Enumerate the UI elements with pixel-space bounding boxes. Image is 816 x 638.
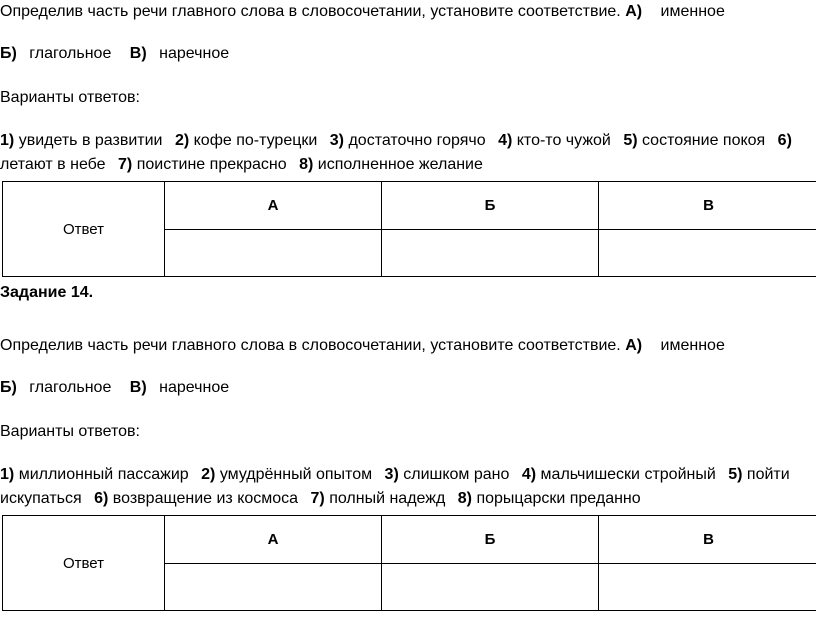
answer-text: возвращение из космоса [112, 490, 299, 507]
option-a-label: А) [625, 3, 643, 20]
answer-text: умудрённый опытом [219, 466, 373, 483]
task-intro-line [0, 2, 725, 22]
answer-table [2, 181, 816, 277]
answer-cell-b[interactable] [382, 564, 599, 611]
option-a-text: именное [660, 3, 725, 20]
table-header-b: Б [382, 516, 599, 564]
answer-num: 1) [0, 466, 15, 483]
answers-line-1 [0, 465, 790, 485]
answer-table [2, 515, 816, 611]
variants-heading: Варианты ответов: [0, 89, 140, 106]
option-v-text: наречное [159, 379, 230, 396]
answer-text: миллионный пассажир [18, 466, 189, 483]
options-line [0, 378, 229, 398]
answer-cell-v[interactable] [599, 230, 816, 277]
table-header-a: А [165, 182, 382, 230]
table-header-v: В [599, 182, 816, 230]
answer-num: 5) [623, 132, 638, 149]
answer-num: 8) [299, 156, 314, 173]
option-v-text: наречное [159, 45, 230, 62]
answer-num: 3) [329, 132, 345, 149]
variants-heading: Варианты ответов: [0, 423, 140, 440]
option-b-text: глагольное [29, 379, 112, 396]
answer-text: слишком рано [403, 466, 510, 483]
answer-text: мальчишески стройный [540, 466, 716, 483]
task-intro: Определив часть речи главного слова в словосочетании, установите соответствие. [0, 3, 621, 20]
answer-text: полный надежд [329, 490, 446, 507]
answer-text: искупаться [0, 490, 82, 507]
option-v-label: В) [129, 379, 147, 396]
answer-text: поистине прекрасно [136, 156, 287, 173]
answer-text: порыцарски преданно [476, 490, 641, 507]
option-a-text: именное [660, 337, 725, 354]
answer-num: 5) [728, 466, 743, 483]
answer-cell-a[interactable] [165, 564, 382, 611]
answer-num: 7) [118, 156, 133, 173]
option-v-label: В) [129, 45, 147, 62]
option-b-text: глагольное [29, 45, 112, 62]
answers-line-1 [0, 131, 792, 151]
answer-text: кто-то чужой [516, 132, 611, 149]
answer-num: 6) [777, 132, 792, 149]
table-header-b: Б [382, 182, 599, 230]
answer-num: 1) [0, 132, 15, 149]
answer-num: 7) [310, 490, 325, 507]
answer-num: 4) [521, 466, 537, 483]
answer-num: 2) [174, 132, 190, 149]
table-header-a: А [165, 516, 382, 564]
answer-text: кофе по-турецки [193, 132, 318, 149]
task-intro-line [0, 336, 725, 356]
answer-cell-a[interactable] [165, 230, 382, 277]
answer-text: достаточно горячо [348, 132, 486, 149]
answer-num: 4) [498, 132, 513, 149]
answer-row-label: Ответ [3, 182, 165, 277]
answer-cell-b[interactable] [382, 230, 599, 277]
answer-text: состояние покоя [642, 132, 766, 149]
answer-text: исполненное желание [317, 156, 483, 173]
answer-cell-v[interactable] [599, 564, 816, 611]
option-a-label: А) [625, 337, 643, 354]
answer-num: 3) [384, 466, 399, 483]
task-title: Задание 14. [0, 284, 94, 301]
answer-num: 8) [457, 490, 472, 507]
answer-row-label: Ответ [3, 516, 165, 611]
option-b-label: Б) [0, 45, 17, 62]
answer-num: 6) [94, 490, 109, 507]
answers-line-2 [0, 155, 483, 175]
answer-text: пойти [746, 466, 790, 483]
options-line [0, 44, 229, 64]
answer-text: летают в небе [0, 156, 106, 173]
answer-num: 2) [201, 466, 216, 483]
task-intro: Определив часть речи главного слова в словосочетании, установите соответствие. [0, 337, 621, 354]
option-b-label: Б) [0, 379, 17, 396]
answer-text: увидеть в развитии [18, 132, 163, 149]
answers-line-2 [0, 489, 641, 509]
table-header-v: В [599, 516, 816, 564]
